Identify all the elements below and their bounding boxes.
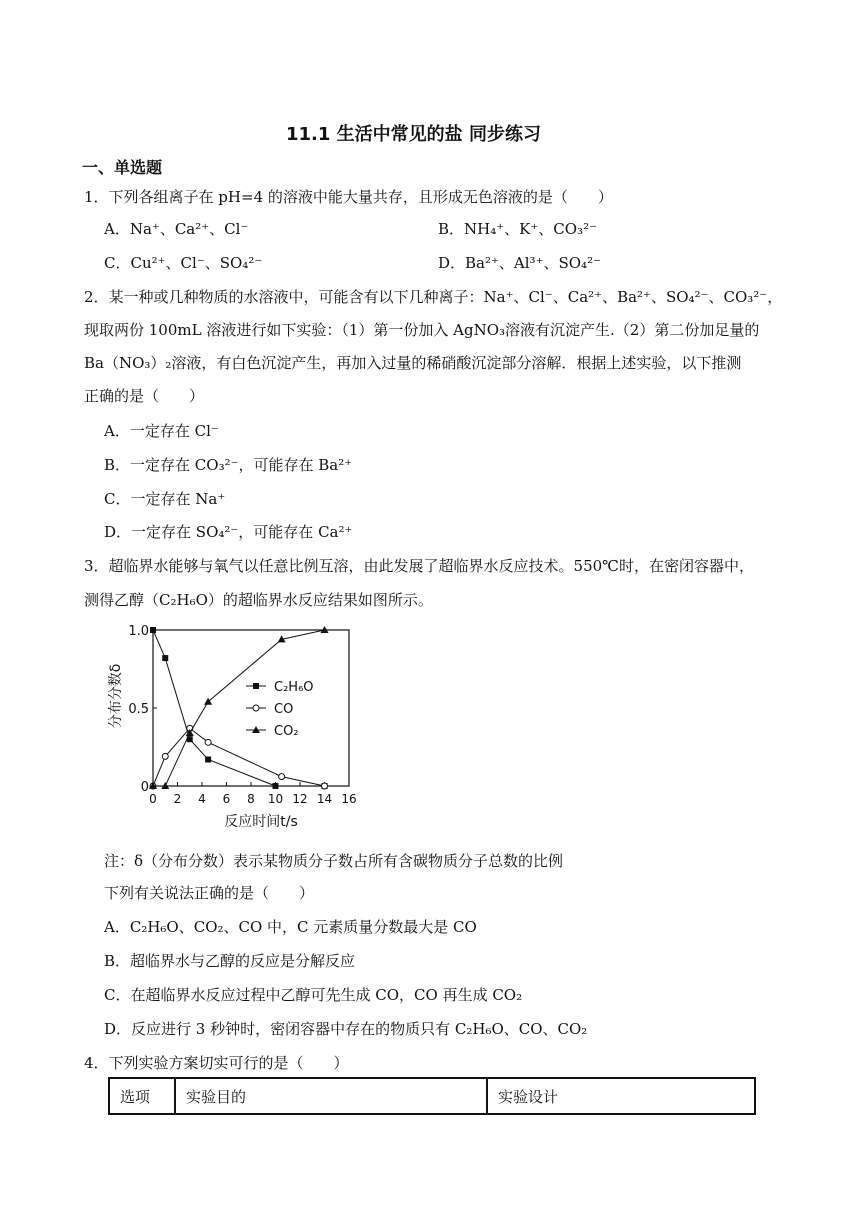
q3-option-b: B．超临界水与乙醇的反应是分解反应 xyxy=(104,952,356,970)
y-tick-label: 0.5 xyxy=(128,702,149,717)
data-point-series-0 xyxy=(162,655,168,661)
q1-option-d: D．Ba²⁺、Al³⁺、SO₄²⁻ xyxy=(438,254,602,272)
legend-marker xyxy=(253,683,259,689)
y-tick-label: 1.0 xyxy=(128,624,149,639)
q3-line-1: 3．超临界水能够与氧气以任意比例互溶，由此发展了超临界水反应技术。550℃时，在密闭容器中， xyxy=(84,557,754,575)
q1-option-b: B．NH₄⁺、K⁺、CO₃²⁻ xyxy=(438,220,598,238)
legend-marker xyxy=(253,705,259,711)
q2-line-3: Ba（NO₃）₂溶液，有白色沉淀产生，再加入过量的稀硝酸沉淀部分溶解．根据上述实验，以下推测 xyxy=(84,354,742,372)
x-tick-label: 8 xyxy=(247,792,255,806)
x-tick-label: 10 xyxy=(267,792,284,806)
q2-line-1: 2．某一种或几种物质的水溶液中，可能含有以下几种离子：Na⁺、Cl⁻、Ca²⁺、Ba²⁺、SO₄²⁻、CO₃²⁻， xyxy=(84,288,783,306)
x-tick-label: 2 xyxy=(173,792,182,806)
table-header-option: 选项 xyxy=(109,1078,175,1114)
q3-ask: 下列有关说法正确的是（ ） xyxy=(104,884,315,902)
y-tick-label: 0 xyxy=(140,780,149,795)
q4-stem: 4．下列实验方案切实可行的是（ ） xyxy=(84,1054,349,1072)
q2-option-c: C．一定存在 Na⁺ xyxy=(104,490,226,508)
q2-option-b: B．一定存在 CO₃²⁻，可能存在 Ba²⁺ xyxy=(104,456,353,474)
table-header-design: 实验设计 xyxy=(487,1078,755,1114)
q4-table xyxy=(108,1077,756,1115)
q2-option-d: D．一定存在 SO₄²⁻，可能存在 Ca²⁺ xyxy=(104,523,353,541)
data-point-series-1 xyxy=(162,753,168,759)
q1-option-a: A．Na⁺、Ca²⁺、Cl⁻ xyxy=(104,220,249,238)
table-header-row xyxy=(109,1078,755,1114)
q3-option-c: C．在超临界水反应过程中乙醇可先生成 CO，CO 再生成 CO₂ xyxy=(104,986,523,1004)
table-header-purpose: 实验目的 xyxy=(175,1078,487,1114)
x-tick-label: 0 xyxy=(149,792,157,806)
x-tick-label: 6 xyxy=(222,792,231,806)
data-point-series-1 xyxy=(205,739,211,745)
q3-note: 注：δ（分布分数）表示某物质分子数占所有含碳物质分子总数的比例 xyxy=(104,852,564,870)
x-tick-label: 4 xyxy=(198,792,206,806)
x-tick-label: 14 xyxy=(316,792,333,806)
legend-label: CO xyxy=(274,702,294,717)
q3-option-d: D．反应进行 3 秒钟时，密闭容器中存在的物质只有 C₂H₆O、CO、CO₂ xyxy=(104,1020,588,1038)
legend-label: C₂H₆O xyxy=(274,680,314,695)
q3-line-2: 测得乙醇（C₂H₆O）的超临界水反应结果如图所示。 xyxy=(84,591,433,609)
q1-option-c: C．Cu²⁺、Cl⁻、SO₄²⁻ xyxy=(104,254,263,272)
y-axis-label: 分布分数δ xyxy=(108,663,124,729)
data-point-series-0 xyxy=(273,783,279,789)
series-line-2 xyxy=(153,630,325,786)
data-point-series-1 xyxy=(322,783,328,789)
q1-stem: 1．下列各组离子在 pH=4 的溶液中能大量共存，且形成无色溶液的是（ ） xyxy=(84,188,613,206)
q3-option-a: A．C₂H₆O、CO₂、CO 中，C 元素质量分数最大是 CO xyxy=(104,918,477,936)
legend-label: CO₂ xyxy=(274,724,299,739)
series-line-0 xyxy=(153,630,325,786)
x-tick-label: 16 xyxy=(341,792,357,806)
page-title: 11.1 生活中常见的盐 同步练习 xyxy=(286,124,541,145)
data-point-series-1 xyxy=(279,774,285,780)
q2-line-4: 正确的是（ ） xyxy=(84,387,205,405)
distribution-chart xyxy=(100,616,370,836)
x-axis-label: 反应时间t/s xyxy=(224,814,298,830)
q2-option-a: A．一定存在 Cl⁻ xyxy=(104,422,219,440)
section-heading: 一、单选题 xyxy=(82,158,163,177)
q2-line-2: 现取两份 100mL 溶液进行如下实验：（1）第一份加入 AgNO₃溶液有沉淀产生.（2）第二份加足量的 xyxy=(84,321,760,339)
x-tick-label: 12 xyxy=(292,792,308,806)
data-point-series-0 xyxy=(205,756,211,762)
data-point-series-0 xyxy=(150,627,156,633)
